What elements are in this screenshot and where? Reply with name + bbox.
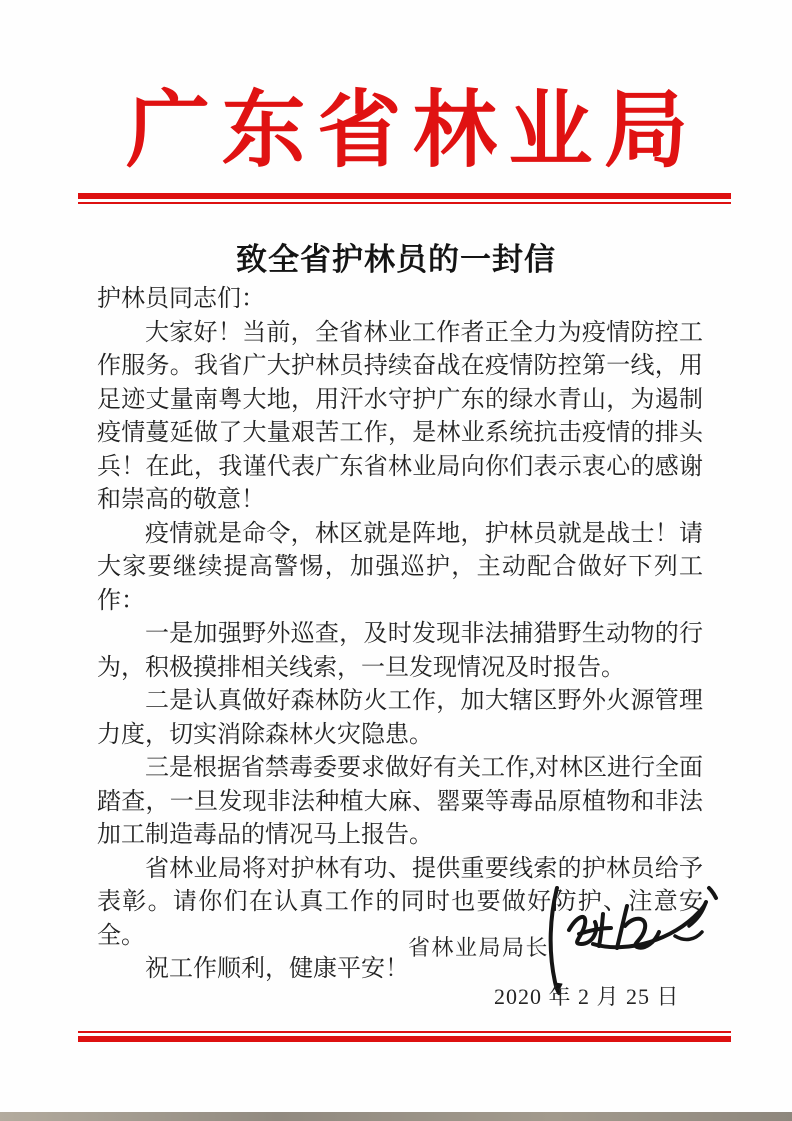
letter-paragraph: 疫情就是命令，林区就是阵地，护林员就是战士！请大家要继续提高警惕，加强巡护，主动配合做好下列工作： <box>97 520 703 614</box>
org-name-char: 省 <box>317 85 402 178</box>
letter-paragraph: 省林业局将对护林有功、提供重要线索的护林员给予表彰。请你们在认真工作的同时也要做好防护、注意安全。 <box>97 855 703 949</box>
letter-date: 2020 年 2 月 25 日 <box>494 984 680 1009</box>
letter-paragraph: 三是根据省禁毒委要求做好有关工作,对林区进行全面踏查，一旦发现非法种植大麻、罂粟等毒品原植物和非法加工制造毒品的情况马上报告。 <box>97 755 703 848</box>
letterhead-rule-thick <box>78 193 731 199</box>
org-name-char: 局 <box>603 85 688 178</box>
letterhead-org-name <box>126 85 688 178</box>
letter-paragraph: 一是加强野外巡查，及时发现非法捕猎野生动物的行为，积极摸排相关线索，一旦发现情况及时报告。 <box>97 621 703 681</box>
signer-title: 省林业局局长 <box>408 935 550 960</box>
org-name-char: 广 <box>126 85 211 178</box>
letter-salutation: 护林员同志们： <box>97 286 265 312</box>
letter-closing: 祝工作顺利，健康平安！ <box>145 956 409 982</box>
org-name-char: 东 <box>221 85 306 178</box>
org-name-char: 林 <box>412 85 497 178</box>
letter-paragraph: 大家好！当前，全省林业工作者正全力为疫情防控工作服务。我省广大护林员持续奋战在疫情防控第一线，用足迹丈量南粤大地，用汗水守护广东的绿水青山，为遏制疫情蔓延做了大量艰苦工作，是林业系统抗击疫情的排头兵！在此，我谨代表广东省林业局向你们表示衷心的感谢和崇高的敬意！ <box>97 319 703 513</box>
letterhead-rule-thin <box>78 202 731 204</box>
scan-edge-shadow <box>0 1112 792 1121</box>
footer-rule-thin <box>78 1031 731 1033</box>
footer-rule-thick <box>78 1036 731 1042</box>
letter-paragraph: 二是认真做好森林防火工作，加大辖区野外火源管理力度，切实消除森林火灾隐患。 <box>97 688 703 748</box>
letter-title: 致全省护林员的一封信 <box>236 242 556 277</box>
org-name-char: 业 <box>508 85 593 178</box>
handwritten-signature-image <box>535 878 725 996</box>
